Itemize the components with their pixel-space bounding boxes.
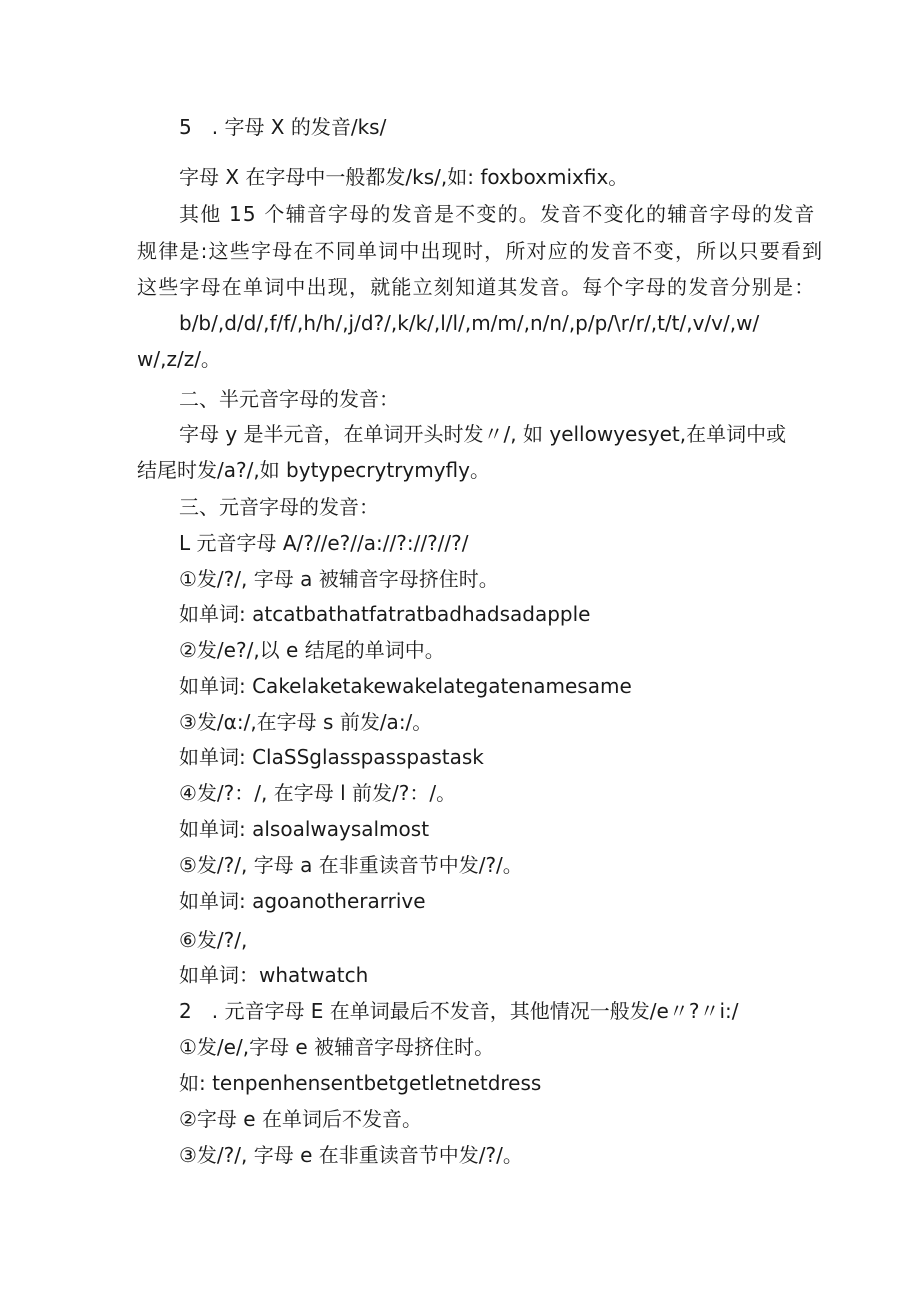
rule-line: ③发/α:/,在字母 s 前发/a:/。 <box>179 710 433 734</box>
subsection-heading: 2 . 元音字母 E 在单词最后不发音，其他情况一般发/e〃?〃i:/ <box>179 999 739 1023</box>
example-line: 如: tenpenhensentbetgetletnetdress <box>179 1071 542 1095</box>
section-heading: 三、元音字母的发音： <box>179 495 379 519</box>
heading-letter-x: 5 . 字母 X 的发音/ks/ <box>179 115 387 139</box>
paragraph-line: w/,z/z/。 <box>137 347 221 371</box>
rule-line: ④发/?：/, 在字母 l 前发/?：/。 <box>179 781 457 805</box>
example-line: 如单词: ClaSSglasspasspastask <box>179 745 484 769</box>
rule-line: ②字母 e 在单词后不发音。 <box>179 1107 422 1131</box>
subsection-heading: L 元音字母 A/?//e?//a://?://?//?/ <box>179 531 469 555</box>
example-line: 如单词：whatwatch <box>179 963 369 987</box>
rule-line: ②发/e?/,以 e 结尾的单词中。 <box>179 638 445 662</box>
section-heading: 二、半元音字母的发音： <box>179 387 399 411</box>
paragraph-line: b/b/,d/d/,f/f/,h/h/,j/d?/,k/k/,l/l/,m/m/,n/n/,p/p/\r/r/,t/t/,v/v/,w/ <box>179 311 760 335</box>
paragraph-line: 结尾时发/a?/,如 bytypecrytrymyfly。 <box>137 458 490 482</box>
paragraph-line: 规律是:这些字母在不同单词中出现时，所对应的发音不变，所以只要看到 <box>137 239 824 263</box>
rule-line: ①发/e/,字母 e 被辅音字母挤住时。 <box>179 1035 495 1059</box>
rule-line: ③发/?/, 字母 e 在非重读音节中发/?/。 <box>179 1143 523 1167</box>
paragraph-line: 这些字母在单词中出现，就能立刻知道其发音。每个字母的发音分别是： <box>137 275 816 299</box>
paragraph-line: 其他 15 个辅音字母的发音是不变的。发音不变化的辅音字母的发音 <box>179 202 816 226</box>
rule-line: ⑤发/?/, 字母 a 在非重读音节中发/?/。 <box>179 853 523 877</box>
paragraph-line: 字母 y 是半元音，在单词开头时发〃/, 如 yellowyesyet,在单词中或 <box>179 422 787 446</box>
rule-line: ⑥发/?/, <box>179 928 248 952</box>
rule-line: ①发/?/, 字母 a 被辅音字母挤住时。 <box>179 567 499 591</box>
example-line: 如单词: atcatbathatfatratbadhadsadapple <box>179 602 591 626</box>
paragraph-line: 字母 X 在字母中一般都发/ks/,如: foxboxmixfix。 <box>179 165 629 189</box>
example-line: 如单词: alsoalwaysalmost <box>179 817 430 841</box>
example-line: 如单词: Cakelaketakewakelategatenamesame <box>179 674 632 698</box>
example-line: 如单词: agoanotherarrive <box>179 889 426 913</box>
